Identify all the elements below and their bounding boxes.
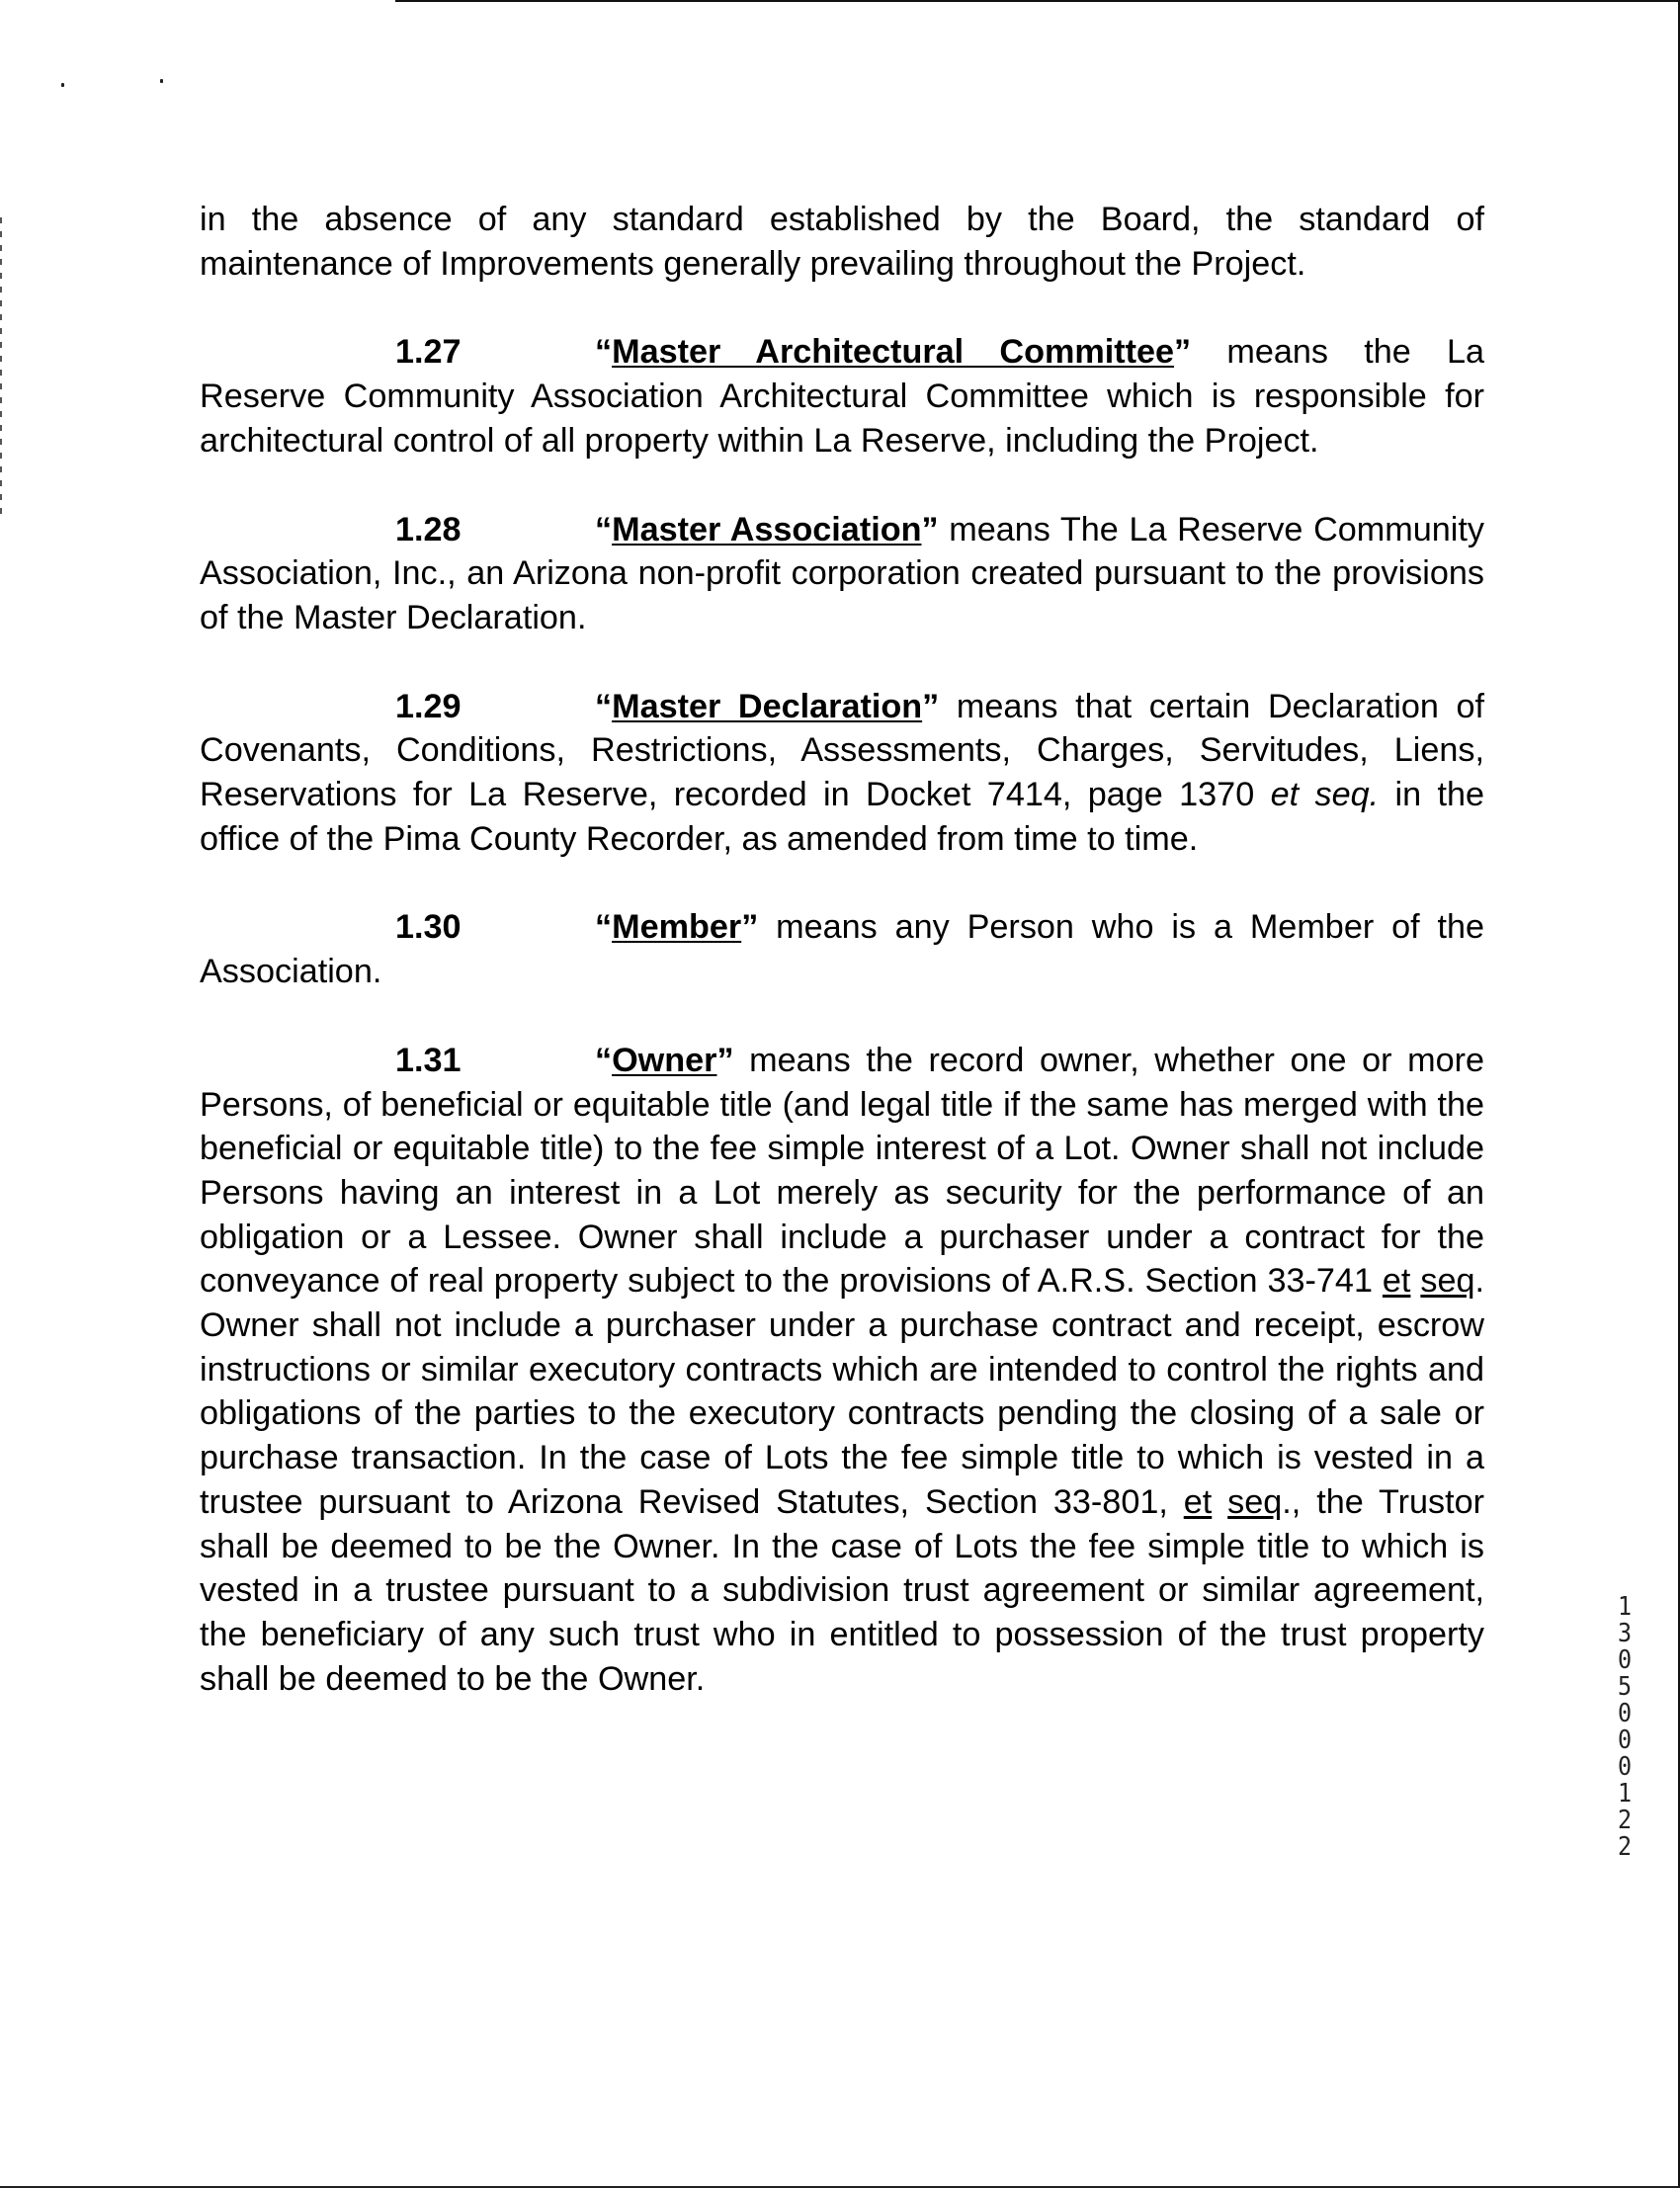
section-1-29 [200, 685, 1484, 862]
defined-term: “Master Declaration” [595, 687, 940, 725]
definition-text: means that certain Declaration of Covenants, Conditions, Restrictions, Assessments, Charges, Servitudes, Liens, Reservations for La Reserve, recorded in Docket 7414, page 1370 [200, 687, 1484, 814]
intro-paragraph: in the absence of any standard established by the Board, the standard of maintenance of Improvements generally prevailing throughout the Project. [200, 201, 1484, 283]
definition-text-cont: . Owner shall not include a purchaser under a purchase contract and receipt, escrow instructions or similar executory contracts which are intended to control the rights and obligations of the parties to the executory contracts pending the closing of a sale or purchase transaction. In the case of Lots the fee simple title to which is vested in a trustee pursuant to Arizona Revised Statutes, Section 33-801, [200, 1262, 1484, 1521]
definition-text-end: ., the Trustor shall be deemed to be the Owner. In the case of Lots the fee simple title to which is vested in a trustee pursuant to a subdivision trust agreement or similar agreement, the beneficiary of any such trust who in entitled to possession of the trust property shall be deemed to be the Owner. [200, 1482, 1485, 1698]
et-citation: et [1183, 1482, 1213, 1521]
seq-citation: seq [1227, 1482, 1283, 1521]
definition-text-cont: in the office of the Pima County Recorder, as amended from time to time. [200, 776, 1484, 858]
definition-text: means the record owner, whether one or more Persons, of beneficial or equitable title (and legal title if the same has merged with the beneficial or equitable title) to the fee simple interest of a Lot. Owner shall not include Persons having an interest in a Lot merely as security for the performance of an obligation or a Lessee. Owner shall include a purchaser under a contract for the conveyance of real property subject to the provisions of A.R.S. Section 33-741 [200, 1041, 1484, 1301]
section-1-28 [200, 508, 1484, 640]
section-number: 1.29 [395, 687, 462, 725]
defined-term: “Master Association” [595, 510, 939, 548]
section-number: 1.28 [395, 510, 462, 548]
scan-edge-left [0, 217, 2, 514]
defined-term: “Member” [595, 908, 759, 947]
section-number: 1.27 [395, 333, 462, 372]
defined-term: “Owner” [595, 1041, 734, 1079]
section-1-30 [200, 905, 1484, 993]
definition-text: means The La Reserve Community Association, Inc., an Arizona non-profit corporation created pursuant to the provisions of the Master Declaration. [200, 510, 1484, 636]
definition-text: means the La Reserve Community Association Architectural Committee which is responsible for architectural control of all property within La Reserve, including the Project. [200, 333, 1484, 460]
section-number: 1.30 [395, 908, 462, 947]
seq-citation: seq [1420, 1262, 1475, 1301]
scan-speck [61, 83, 64, 87]
section-1-31 [200, 1039, 1484, 1702]
scan-edge-top [395, 0, 1680, 2]
section-1-27 [200, 330, 1484, 463]
definition-text: means any Person who is a Member of the Association. [200, 908, 1484, 991]
et-citation: et [1382, 1262, 1411, 1301]
recording-stamp: 13050 00122 [1617, 1592, 1633, 1862]
defined-term: “Master Architectural Committee” [595, 333, 1192, 372]
scan-speck [160, 79, 163, 83]
section-number: 1.31 [395, 1041, 462, 1079]
document-body [200, 198, 1484, 1745]
et-seq-citation: et seq. [1270, 776, 1380, 814]
